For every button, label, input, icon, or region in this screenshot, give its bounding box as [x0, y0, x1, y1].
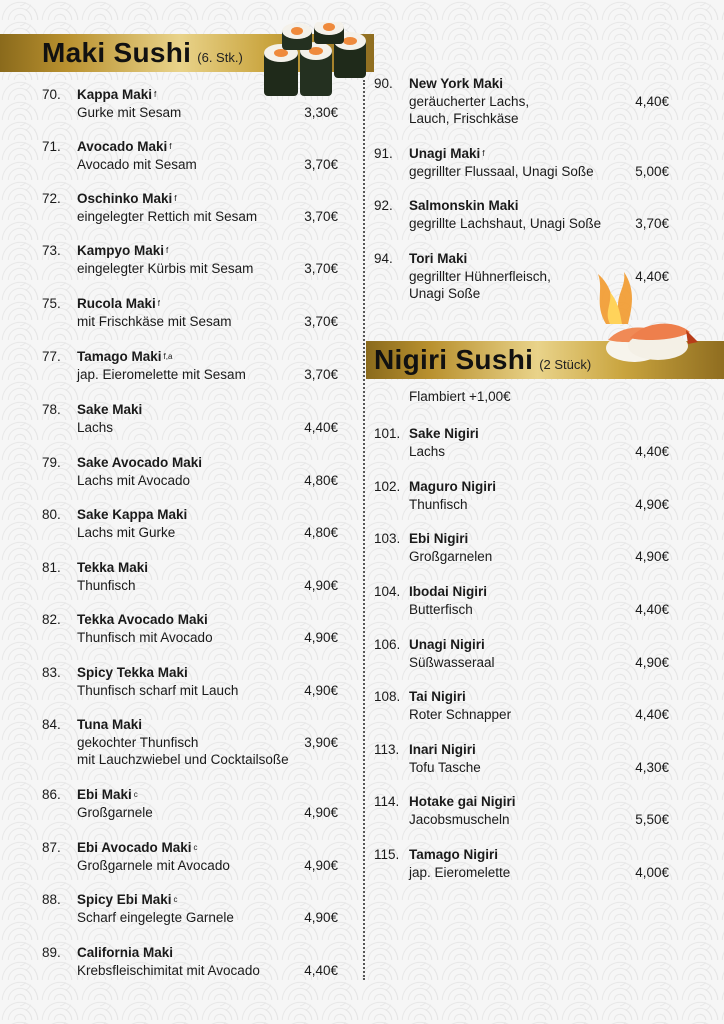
- item-price: 4,90€: [635, 654, 669, 670]
- item-name: Tamago Nigiri: [409, 847, 499, 862]
- item-price: 4,80€: [304, 524, 338, 540]
- allergen-code: f,a: [163, 352, 173, 361]
- item-name: California Maki: [77, 945, 174, 960]
- item-number: 78.: [42, 402, 61, 417]
- item-number: 106.: [374, 637, 401, 652]
- item-number: 88.: [42, 892, 61, 907]
- item-number: 73.: [42, 243, 61, 258]
- item-description: Jacobsmuscheln: [409, 811, 510, 827]
- item-name: Ebi Nigiri: [409, 531, 469, 546]
- item-number: 81.: [42, 560, 61, 575]
- item-number: 83.: [42, 665, 61, 680]
- item-price: 3,70€: [304, 366, 338, 382]
- menu-item: [374, 197, 669, 233]
- menu-item: [42, 348, 338, 384]
- allergen-code: f: [482, 149, 485, 158]
- item-description: Großgarnele mit Avocado: [77, 857, 230, 873]
- item-name: New York Maki: [409, 76, 504, 91]
- item-description: Thunfisch scharf mit Lauch: [77, 682, 239, 698]
- menu-item: [374, 75, 669, 129]
- item-price: 4,00€: [635, 864, 669, 880]
- menu-item: [42, 190, 338, 226]
- item-number: 90.: [374, 76, 393, 91]
- item-number: 92.: [374, 198, 393, 213]
- item-description: Thunfisch: [77, 577, 136, 593]
- menu-item: [42, 786, 338, 822]
- allergen-code: f: [169, 142, 172, 151]
- item-price: 4,90€: [304, 909, 338, 925]
- item-name: Sake Nigiri: [409, 426, 479, 441]
- item-number: 115.: [374, 847, 400, 862]
- item-name: Spicy Tekka Maki: [77, 665, 188, 680]
- item-description: gegrillte Lachshaut, Unagi Soße: [409, 215, 602, 231]
- item-price: 3,70€: [304, 208, 338, 224]
- item-number: 72.: [42, 191, 61, 206]
- item-price: 4,40€: [304, 419, 338, 435]
- item-number: 89.: [42, 945, 61, 960]
- item-description: gekochter Thunfisch: [77, 734, 199, 750]
- item-description: Scharf eingelegte Garnele: [77, 909, 234, 925]
- item-name: Tuna Maki: [77, 717, 143, 732]
- item-number: 71.: [42, 139, 61, 154]
- item-number: 101.: [374, 426, 401, 441]
- item-name: Tekka Maki: [77, 560, 149, 575]
- maki-sushi-subtitle: (6. Stk.): [197, 49, 243, 65]
- maki-roll: [282, 23, 312, 50]
- item-description: Süßwasseraal: [409, 654, 495, 670]
- item-name: Tamago Maki $^{f,a}$: [77, 349, 173, 364]
- menu-item: [42, 86, 338, 122]
- menu-item: [42, 138, 338, 174]
- column-divider: [363, 80, 365, 980]
- item-description: eingelegter Kürbis mit Sesam: [77, 260, 254, 276]
- item-price: 4,90€: [304, 857, 338, 873]
- item-number: 102.: [374, 479, 401, 494]
- item-name: Avocado Maki $^f$: [77, 139, 172, 154]
- item-description: Großgarnelen: [409, 548, 493, 564]
- menu-item: [42, 454, 338, 490]
- item-price: 4,40€: [304, 962, 338, 978]
- item-price: 4,90€: [635, 496, 669, 512]
- nigiri-sushi-title: Nigiri Sushi: [374, 344, 534, 375]
- menu-item: [374, 688, 669, 724]
- flambe-shrimp-nigiri-image: [588, 268, 700, 384]
- item-price: 3,70€: [304, 156, 338, 172]
- menu-item: [374, 478, 669, 514]
- menu-item: [42, 242, 338, 278]
- item-name: Oschinko Maki $^f$: [77, 191, 177, 206]
- item-price: 4,40€: [635, 601, 669, 617]
- flambe-surcharge-note: Flambiert +1,00€: [409, 389, 511, 404]
- menu-item: [42, 664, 338, 700]
- menu-item: [374, 145, 669, 181]
- allergen-code: c: [193, 843, 198, 852]
- item-number: 82.: [42, 612, 61, 627]
- item-description: Thunfisch: [409, 496, 468, 512]
- item-price: 4,90€: [635, 548, 669, 564]
- nigiri-sushi-subtitle: (2 Stück): [539, 356, 592, 372]
- item-description: mit Lauchzwiebel und Cocktailsoße: [77, 752, 289, 767]
- item-number: 94.: [374, 251, 393, 266]
- item-name: Ibodai Nigiri: [409, 584, 488, 599]
- item-description: Unagi Soße: [409, 286, 481, 301]
- item-description: gegrillter Hühnerfleisch,: [409, 268, 551, 284]
- menu-item: [42, 716, 338, 770]
- item-price: 4,90€: [304, 682, 338, 698]
- item-number: 86.: [42, 787, 61, 802]
- item-name: Kappa Maki $^f$: [77, 87, 157, 102]
- item-description: jap. Eieromelette mit Sesam: [77, 366, 246, 382]
- item-price: 5,50€: [635, 811, 669, 827]
- item-description: Lachs: [77, 419, 114, 435]
- item-price: 4,40€: [635, 268, 669, 284]
- menu-item: [374, 793, 669, 829]
- menu-item: [374, 846, 669, 882]
- menu-item: [42, 295, 338, 331]
- item-description: mit Frischkäse mit Sesam: [77, 313, 232, 329]
- item-number: 87.: [42, 840, 61, 855]
- item-price: 4,40€: [635, 443, 669, 459]
- item-name: Ebi Avocado Maki $^c$: [77, 840, 198, 855]
- item-price: 5,00€: [635, 163, 669, 179]
- menu-item: [374, 530, 669, 566]
- item-description: Krebsfleischimitat mit Avocado: [77, 962, 260, 978]
- item-name: Inari Nigiri: [409, 742, 476, 757]
- item-description: Gurke mit Sesam: [77, 104, 182, 120]
- allergen-code: f: [154, 90, 157, 99]
- menu-item: [42, 559, 338, 595]
- menu-item: [374, 425, 669, 461]
- item-description: Roter Schnapper: [409, 706, 512, 722]
- menu-item: [42, 401, 338, 437]
- item-name: Tori Maki: [409, 251, 468, 266]
- menu-item: [42, 611, 338, 647]
- item-price: 4,90€: [304, 629, 338, 645]
- item-description: geräucherter Lachs,: [409, 93, 530, 109]
- item-price: 4,80€: [304, 472, 338, 488]
- menu-item: [42, 891, 338, 927]
- item-number: 113.: [374, 742, 400, 757]
- item-description: Großgarnele: [77, 804, 153, 820]
- item-name: Salmonskin Maki: [409, 198, 519, 213]
- allergen-code: f: [166, 246, 169, 255]
- item-description: Tofu Tasche: [409, 759, 481, 775]
- menu-item: [374, 636, 669, 672]
- item-price: 3,70€: [304, 313, 338, 329]
- item-number: 91.: [374, 146, 393, 161]
- item-price: 4,90€: [304, 577, 338, 593]
- item-name: Sake Avocado Maki: [77, 455, 203, 470]
- item-description: Lachs mit Avocado: [77, 472, 191, 488]
- item-name: Tekka Avocado Maki: [77, 612, 208, 627]
- item-description: Butterfisch: [409, 601, 473, 617]
- menu-item: [42, 944, 338, 980]
- item-price: 4,40€: [635, 706, 669, 722]
- item-name: Unagi Maki $^f$: [409, 146, 485, 161]
- item-description: Lachs mit Gurke: [77, 524, 176, 540]
- maki-sushi-title: Maki Sushi: [42, 37, 192, 68]
- item-description: Thunfisch mit Avocado: [77, 629, 213, 645]
- item-name: Rucola Maki $^f$: [77, 296, 161, 311]
- item-number: 114.: [374, 794, 400, 809]
- item-name: Ebi Maki $^c$: [77, 787, 138, 802]
- item-number: 77.: [42, 349, 61, 364]
- allergen-code: c: [133, 790, 138, 799]
- item-description: jap. Eieromelette: [409, 864, 511, 880]
- item-name: Sake Kappa Maki: [77, 507, 188, 522]
- item-price: 4,90€: [304, 804, 338, 820]
- item-price: 3,70€: [304, 260, 338, 276]
- item-name: Sake Maki: [77, 402, 143, 417]
- allergen-code: c: [173, 895, 178, 904]
- item-description: Lachs: [409, 443, 446, 459]
- item-number: 84.: [42, 717, 61, 732]
- item-number: 79.: [42, 455, 61, 470]
- item-description: gegrillter Flussaal, Unagi Soße: [409, 163, 594, 179]
- item-price: 4,30€: [635, 759, 669, 775]
- item-name: Kampyo Maki $^f$: [77, 243, 169, 258]
- item-number: 104.: [374, 584, 401, 599]
- allergen-code: f: [174, 194, 177, 203]
- item-price: 3,90€: [304, 734, 338, 750]
- item-number: 75.: [42, 296, 61, 311]
- item-name: Spicy Ebi Maki $^c$: [77, 892, 178, 907]
- item-name: Tai Nigiri: [409, 689, 466, 704]
- item-name: Hotake gai Nigiri: [409, 794, 516, 809]
- item-price: 3,30€: [304, 104, 338, 120]
- menu-item: [374, 583, 669, 619]
- item-price: 4,40€: [635, 93, 669, 109]
- item-number: 80.: [42, 507, 61, 522]
- item-number: 108.: [374, 689, 401, 704]
- menu-item: [42, 839, 338, 875]
- item-description: Avocado mit Sesam: [77, 156, 197, 172]
- maki-roll: [314, 22, 344, 44]
- item-name: Unagi Nigiri: [409, 637, 485, 652]
- menu-item: [42, 506, 338, 542]
- item-number: 103.: [374, 531, 401, 546]
- item-number: 70.: [42, 87, 61, 102]
- item-description: Lauch, Frischkäse: [409, 111, 519, 126]
- menu-item: [374, 741, 669, 777]
- allergen-code: f: [157, 299, 161, 308]
- item-price: 3,70€: [635, 215, 669, 231]
- item-name: Maguro Nigiri: [409, 479, 496, 494]
- item-description: eingelegter Rettich mit Sesam: [77, 208, 258, 224]
